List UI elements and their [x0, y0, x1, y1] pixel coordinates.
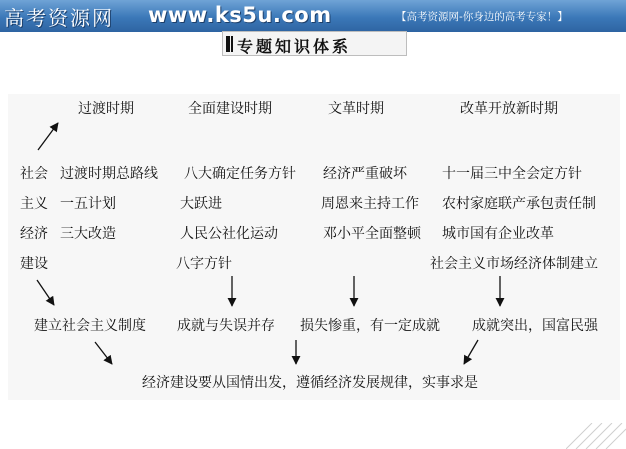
col1-item: 过渡时期总路线: [60, 166, 158, 182]
start-label-line1: 社会: [20, 166, 48, 182]
col2-item: 人民公社化运动: [180, 226, 278, 242]
col2-item: 八大确定任务方针: [184, 166, 296, 182]
start-label-line2: 主义: [20, 196, 48, 212]
section-title: 专题知识体系: [237, 37, 352, 56]
start-label-line4: 建设: [20, 256, 48, 272]
col4-item: 社会主义市场经济体制建立: [430, 256, 598, 272]
col4-item: 农村家庭联产承包责任制: [442, 196, 596, 212]
arrow-col1-down: [37, 280, 54, 305]
period-reform-opening: 改革开放新时期: [460, 101, 558, 117]
col4-item: 十一届三中全会定方针: [442, 166, 582, 182]
col3-item: 邓小平全面整顿: [323, 226, 421, 242]
site-slogan: 【高考资源网-你身边的高考专家！】: [396, 11, 568, 23]
result-full-construction: 成就与失误并存: [177, 318, 275, 334]
period-transition: 过渡时期: [78, 101, 134, 117]
result-reform-opening: 成就突出，国富民强: [472, 318, 598, 334]
arrow-result1-to-conclusion: [95, 342, 112, 364]
period-cultural-revolution: 文革时期: [328, 101, 384, 117]
site-url[interactable]: www.ks5u.com: [148, 3, 332, 27]
period-full-construction: 全面建设时期: [188, 101, 272, 117]
col1-item: 一五计划: [60, 196, 116, 212]
col1-item: 三大改造: [60, 226, 116, 242]
col4-item: 城市国有企业改革: [442, 226, 554, 242]
corner-decoration: [566, 423, 626, 449]
arrow-result4-to-conclusion: [464, 340, 478, 364]
site-logo: 高考资源网: [4, 6, 114, 30]
col2-item: 大跃进: [180, 196, 222, 212]
arrow-start-to-transition: [38, 123, 58, 150]
start-label-line3: 经济: [20, 226, 48, 242]
result-cultural-revolution: 损失惨重，有一定成就: [300, 318, 440, 334]
conclusion: 经济建设要从国情出发，遵循经济发展规律，实事求是: [142, 375, 478, 391]
col3-item: 周恩来主持工作: [321, 196, 419, 212]
col2-item: 八字方针: [176, 256, 232, 272]
col3-item: 经济严重破坏: [323, 166, 407, 182]
result-transition: 建立社会主义制度: [34, 318, 146, 334]
